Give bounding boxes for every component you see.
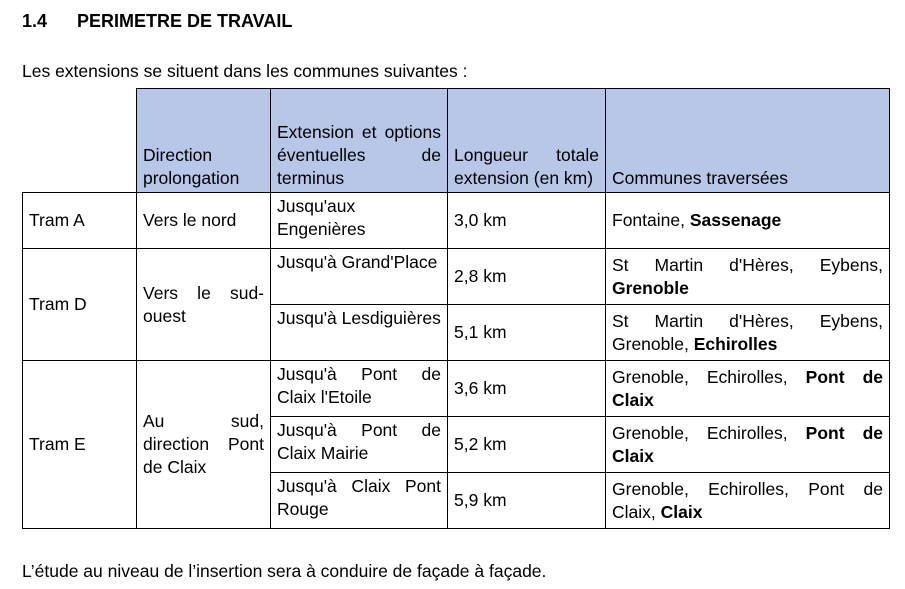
header-blank-cell [23,89,137,193]
tram-label: Tram A [23,193,137,249]
table-header-row [23,89,890,193]
length-cell: 2,8 km [448,249,606,305]
length-cell: 3,0 km [448,193,606,249]
communes-cell [606,417,890,473]
direction-cell: Au sud, direction Pont de Claix [137,361,271,529]
extension-cell: Jusqu'à Pont de Claix Mairie [271,417,448,473]
tram-label: Tram E [23,361,137,529]
header-direction: Direction prolongation [137,89,271,193]
closing-paragraph: L’étude au niveau de l’insertion sera à conduire de façade à façade. [22,561,547,581]
communes-bold: Sassenage [689,210,782,230]
tram-label: Tram D [23,249,137,361]
communes-bold: Claix [660,501,703,522]
communes-bold: Pont de Claix [612,422,883,466]
header-length: Longueur totale extension (en km) [448,89,606,193]
extension-cell: Jusqu'à Lesdiguières [271,305,448,361]
communes-plain: Grenoble, Echirolles, Pont de Claix, [612,478,883,522]
length-cell: 3,6 km [448,361,606,417]
intro-paragraph: Les extensions se situent dans les communes suivantes : [22,61,468,81]
extension-cell: Jusqu'à Claix Pont Rouge [271,473,448,529]
communes-plain: Grenoble, Echirolles, [612,422,806,443]
direction-cell: Vers le nord [137,193,271,249]
header-communes: Communes traversées [606,89,890,193]
section-title: PERIMETRE DE TRAVAIL [77,11,293,31]
communes-cell [606,473,890,529]
direction-cell: Vers le sud-ouest [137,249,271,361]
table-row [23,193,890,249]
communes-plain: Grenoble, Echirolles, [612,366,806,387]
communes-bold: Echirolles [693,333,778,354]
length-cell: 5,2 km [448,417,606,473]
section-heading [22,11,292,32]
communes-plain: Fontaine, [612,210,690,230]
extensions-table [22,88,890,529]
table-row [23,361,890,417]
header-extension: Extension et options éventuelles de terminus [271,89,448,193]
length-cell: 5,9 km [448,473,606,529]
communes-plain: St Martin d'Hères, Eybens, [612,254,883,275]
extension-cell: Jusqu'aux Engenières [271,193,448,249]
communes-bold: Grenoble [612,277,689,298]
section-number: 1.4 [22,11,48,31]
table-row [23,249,890,305]
communes-bold: Pont de Claix [612,366,883,410]
extension-cell: Jusqu'à Pont de Claix l'Etoile [271,361,448,417]
communes-plain: St Martin d'Hères, Eybens, Grenoble, [612,310,883,354]
length-cell: 5,1 km [448,305,606,361]
communes-cell [606,249,890,305]
communes-cell [606,361,890,417]
communes-cell [606,305,890,361]
extension-cell: Jusqu'à Grand'Place [271,249,448,305]
communes-cell [606,193,890,249]
